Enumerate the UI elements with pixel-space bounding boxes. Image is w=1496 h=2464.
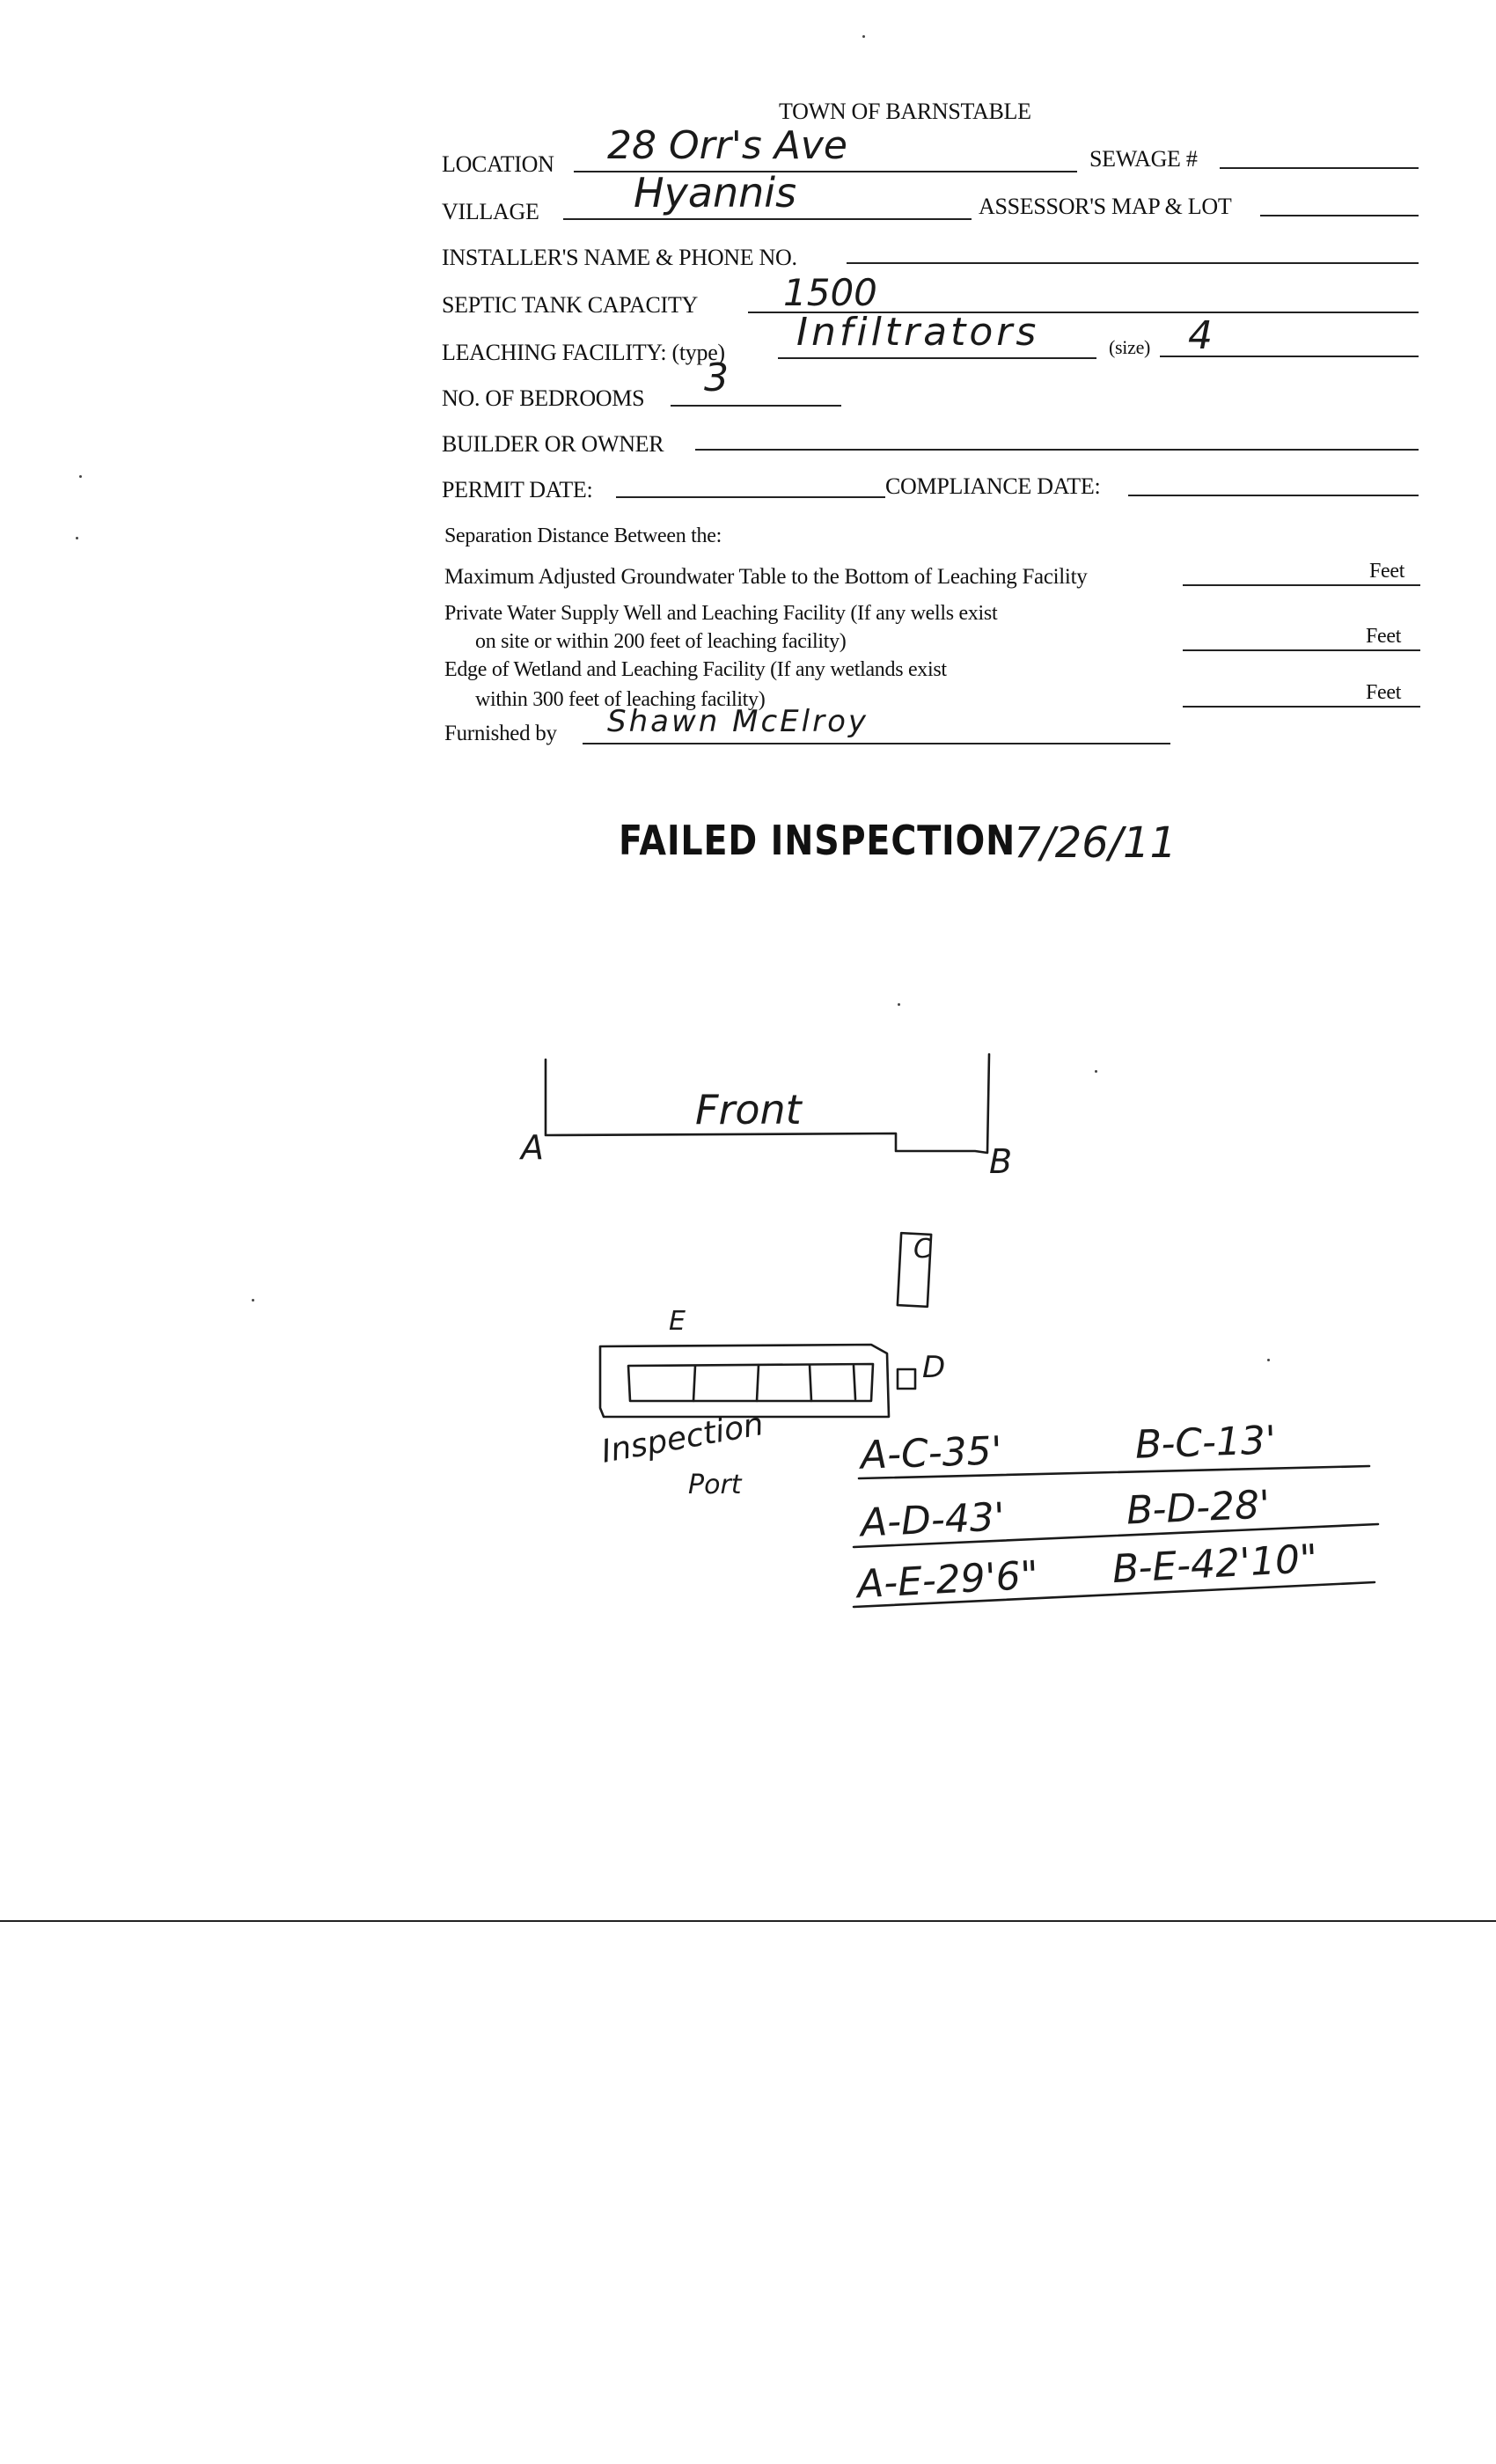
front-label: Front bbox=[695, 1086, 802, 1133]
sep-row2-text-line1: Private Water Supply Well and Leaching Facility (If any wells exist bbox=[444, 602, 998, 625]
installer-label: INSTALLER'S NAME & PHONE NO. bbox=[442, 245, 797, 270]
measurement-ac: A-C-35' bbox=[860, 1428, 1003, 1478]
measurement-be: B-E-42'10" bbox=[1111, 1536, 1319, 1593]
size-label: (size) bbox=[1109, 336, 1151, 358]
page-bottom-rule bbox=[0, 1920, 1496, 1922]
leaching-type-value[interactable]: Infiltrators bbox=[796, 310, 1040, 355]
location-value[interactable]: 28 Orr's Ave bbox=[607, 123, 848, 168]
leaching-inner-box bbox=[628, 1364, 873, 1401]
point-d-label: D bbox=[922, 1350, 946, 1385]
furnished-label: Furnished by bbox=[444, 722, 557, 745]
sep-row3-feet: Feet bbox=[1366, 681, 1402, 704]
builder-label: BUILDER OR OWNER bbox=[442, 431, 664, 457]
separation-heading: Separation Distance Between the: bbox=[444, 524, 722, 547]
scan-speck bbox=[1267, 1359, 1270, 1361]
scan-speck bbox=[76, 537, 78, 539]
leaching-label: LEACHING FACILITY: (type) bbox=[442, 340, 725, 365]
inspection-port-label-line1: Inspection bbox=[598, 1406, 766, 1470]
sep-row1-text: Maximum Adjusted Groundwater Table to the Bottom of Leaching Facility bbox=[444, 565, 1088, 589]
point-c-label: C bbox=[913, 1234, 932, 1265]
septic-value[interactable]: 1500 bbox=[783, 271, 877, 314]
measurement-ae: A-E-29'6" bbox=[855, 1552, 1040, 1608]
measurement-bc: B-C-13' bbox=[1134, 1418, 1277, 1468]
failed-inspection-stamp: FAILED INSPECTION bbox=[619, 817, 1016, 864]
sep-row1-feet: Feet bbox=[1369, 560, 1405, 583]
measurement-bd: B-D-28' bbox=[1125, 1482, 1272, 1534]
scan-speck bbox=[252, 1299, 254, 1302]
furnished-value[interactable]: Shawn McElroy bbox=[607, 704, 869, 739]
scan-speck bbox=[898, 1003, 900, 1006]
scan-speck bbox=[79, 475, 82, 478]
marker-d-box bbox=[898, 1369, 915, 1389]
leaching-chamber-lines bbox=[693, 1365, 855, 1401]
compliance-label: COMPLIANCE DATE: bbox=[885, 473, 1101, 499]
scan-speck bbox=[862, 35, 865, 38]
septic-label: SEPTIC TANK CAPACITY bbox=[442, 292, 698, 318]
inspection-date: 7/26/11 bbox=[1014, 818, 1177, 868]
village-label: VILLAGE bbox=[442, 199, 539, 224]
bedrooms-label: NO. OF BEDROOMS bbox=[442, 385, 645, 411]
form-header: TOWN OF BARNSTABLE bbox=[779, 99, 1031, 124]
size-value[interactable]: 4 bbox=[1188, 313, 1213, 358]
permit-label: PERMIT DATE: bbox=[442, 477, 593, 502]
village-value[interactable]: Hyannis bbox=[634, 169, 797, 216]
location-label: LOCATION bbox=[442, 151, 554, 177]
bedrooms-value[interactable]: 3 bbox=[704, 356, 729, 400]
point-e-label: E bbox=[669, 1306, 686, 1337]
leaching-outer-box bbox=[600, 1345, 889, 1417]
sewage-label: SEWAGE # bbox=[1089, 146, 1198, 172]
scan-speck bbox=[1095, 1070, 1097, 1073]
point-b-label: B bbox=[989, 1142, 1013, 1181]
point-a-label: A bbox=[521, 1128, 544, 1167]
sep-row3-text-line2: within 300 feet of leaching facility) bbox=[475, 688, 766, 711]
sep-row2-feet: Feet bbox=[1366, 625, 1402, 648]
assessor-label: ASSESSOR'S MAP & LOT bbox=[979, 194, 1232, 219]
sep-row3-text-line1: Edge of Wetland and Leaching Facility (If any wetlands exist bbox=[444, 658, 947, 681]
inspection-port-label-line2: Port bbox=[688, 1470, 742, 1500]
sep-row2-text-line2: on site or within 200 feet of leaching facility) bbox=[475, 630, 847, 653]
measurement-ad: A-D-43' bbox=[859, 1494, 1006, 1546]
